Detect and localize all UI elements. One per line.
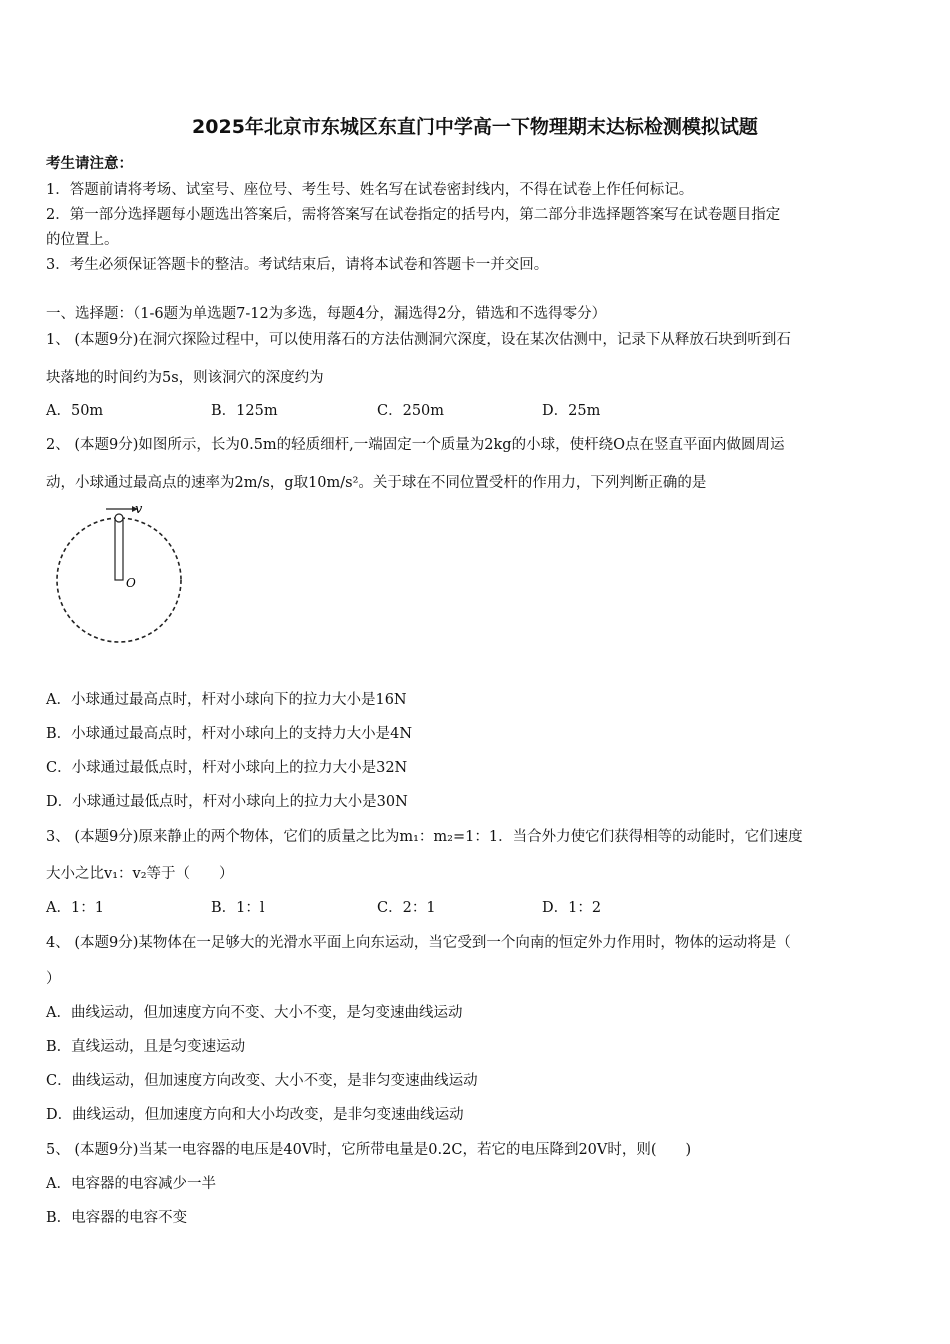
exam-title: 2025年北京市东城区东直门中学高一下物理期末达标检测模拟试题 [192, 116, 758, 138]
q3-stem-line2: 大小之比v₁：v₂等于（ ） [46, 866, 234, 882]
q3-option-d: D．1：2 [542, 900, 602, 916]
q5-option-b: B．电容器的电容不变 [46, 1210, 188, 1226]
q4-option-a: A．曲线运动，但加速度方向不变、大小不变，是匀变速曲线运动 [46, 1005, 463, 1021]
q3-option-a: A．1：1 [46, 900, 104, 916]
section-heading: 一、选择题：（1-6题为单选题7-12为多选，每题4分，漏选得2分，错选和不选得零分） [46, 306, 607, 322]
q1-option-b: B．125m [211, 403, 278, 419]
notice-heading: 考生请注意： [46, 155, 133, 172]
pivot-label: O [126, 576, 136, 590]
q4-stem-line2: ） [46, 971, 61, 987]
notice-item-3: 3．考生必须保证答题卡的整洁。考试结束后，请将本试卷和答题卡一并交回。 [46, 257, 549, 273]
q2-option-c: C．小球通过最低点时，杆对小球向上的拉力大小是32N [46, 760, 408, 776]
ball [115, 514, 123, 522]
circular-motion-figure [50, 500, 190, 650]
q3-option-c: C．2：1 [377, 900, 436, 916]
light-rod [115, 518, 123, 580]
q5-stem-line1: 5、 (本题9分)当某一电容器的电压是40V时，它所带电量是0.2C，若它的电压降到20V时，则( ) [46, 1142, 692, 1158]
q2-option-b: B．小球通过最高点时，杆对小球向上的支持力大小是4N [46, 726, 413, 742]
q2-stem-line2: 动，小球通过最高点的速率为2m/s，g取10m/s²。关于球在不同位置受杆的作用力，下列判断正确的是 [46, 475, 707, 491]
q5-option-a: A．电容器的电容减少一半 [46, 1176, 216, 1192]
q1-stem-line1: 1、 (本题9分)在洞穴探险过程中，可以使用落石的方法估测洞穴深度，设在某次估测中，记录下从释放石块到听到石 [46, 332, 791, 348]
q3-stem-line1: 3、 (本题9分)原来静止的两个物体，它们的质量之比为m₁：m₂=1：1．当合外力使它们获得相等的动能时，它们速度 [46, 829, 803, 845]
q3-option-b: B．1：l [211, 900, 265, 916]
notice-item-1: 1．答题前请将考场、试室号、座位号、考生号、姓名写在试卷密封线内，不得在试卷上作任何标记。 [46, 182, 694, 198]
q1-stem-line2: 块落地的时间约为5s，则该洞穴的深度约为 [46, 370, 324, 386]
notice-item-2: 2．第一部分选择题每小题选出答案后，需将答案写在试卷指定的括号内，第二部分非选择题答案写在试卷题目指定 [46, 207, 781, 223]
q4-option-d: D．曲线运动，但加速度方向和大小均改变，是非匀变速曲线运动 [46, 1107, 464, 1123]
q2-stem-line1: 2、 (本题9分)如图所示，长为0.5m的轻质细杆,一端固定一个质量为2kg的小球，使杆绕O点在竖直平面内做圆周运 [46, 437, 785, 453]
q1-option-d: D．25m [542, 403, 601, 419]
q4-stem-line1: 4、 (本题9分)某物体在一足够大的光滑水平面上向东运动，当它受到一个向南的恒定外力作用时，物体的运动将是（ [46, 935, 791, 951]
q2-option-d: D．小球通过最低点时，杆对小球向上的拉力大小是30N [46, 794, 408, 810]
q4-option-b: B．直线运动，且是匀变速运动 [46, 1039, 246, 1055]
q4-option-c: C．曲线运动，但加速度方向改变、大小不变，是非匀变速曲线运动 [46, 1073, 478, 1089]
q1-option-a: A．50m [46, 403, 104, 419]
q1-option-c: C．250m [377, 403, 445, 419]
notice-item-2-cont: 的位置上。 [46, 232, 119, 248]
q2-option-a: A．小球通过最高点时，杆对小球向下的拉力大小是16N [46, 692, 407, 708]
velocity-label: v [135, 502, 143, 517]
